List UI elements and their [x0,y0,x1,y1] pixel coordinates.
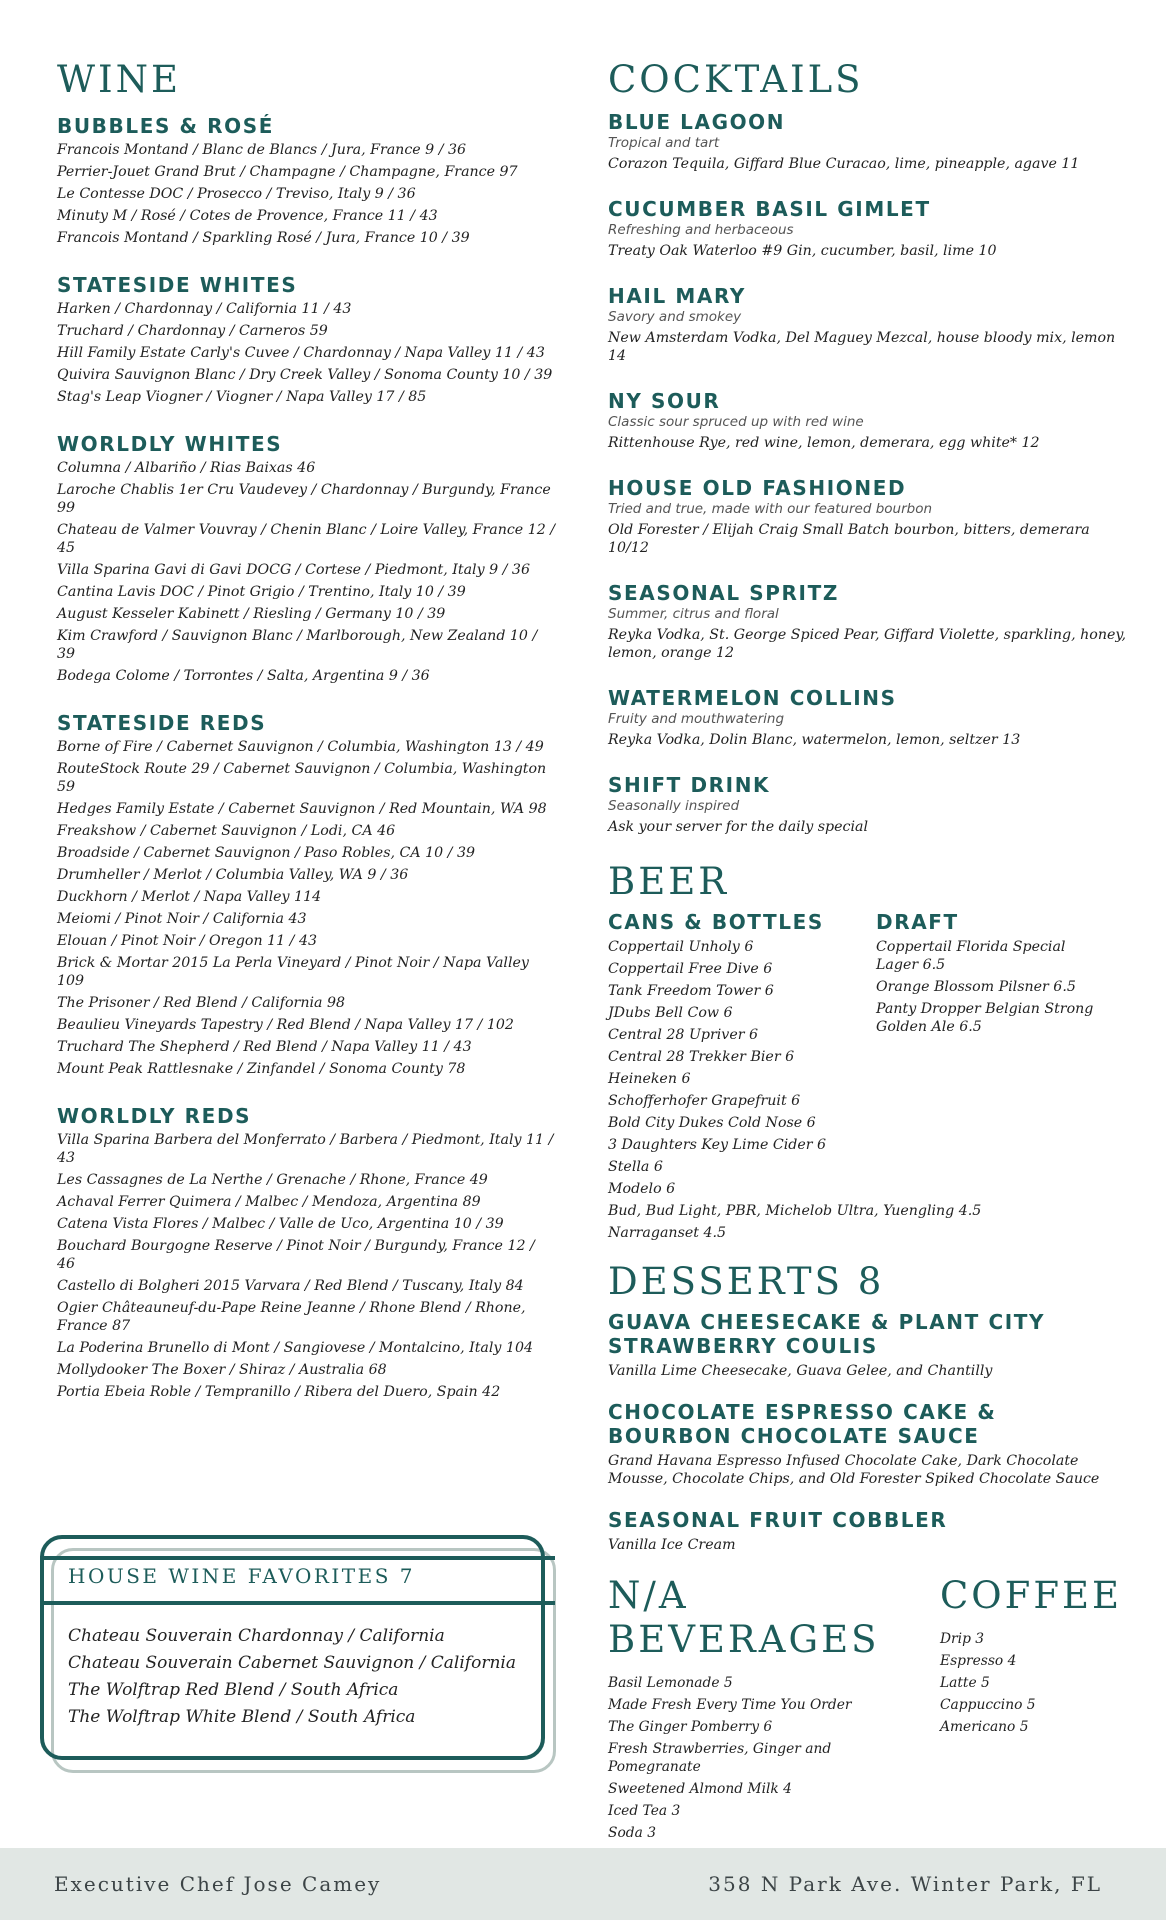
cocktail-description: Refreshing and herbaceous [608,222,794,238]
na-item: Iced Tea 3 [608,1803,681,1819]
cocktail-item [608,284,1128,365]
beer-can-item: Coppertail Free Dive 6 [608,961,773,977]
wine-section [57,432,557,685]
na-item: Made Fresh Every Time You Order [608,1697,852,1713]
cocktail-ingredients: Reyka Vodka, St. George Spiced Pear, Giffard Violette, sparkling, honey, lemon, orange 12 [608,627,1127,661]
dessert-list [608,1310,1128,1554]
coffee-item: Latte 5 [940,1675,990,1691]
dessert-item [608,1508,1128,1554]
wine-item: Harken / Chardonnay / California 11 / 43 [57,301,352,317]
cocktail-item [608,110,1128,173]
cocktail-name: WATERMELON COLLINS [608,686,897,710]
wine-item: Elouan / Pinot Noir / Oregon 11 / 43 [57,933,318,949]
wine-item: Villa Sparina Gavi di Gavi DOCG / Cortese / Piedmont, Italy 9 / 36 [57,562,530,578]
cocktails-title: COCKTAILS [608,58,864,101]
wine-column [57,58,557,1405]
chef-name: Executive Chef Jose Camey [54,1872,382,1896]
wine-item: Freakshow / Cabernet Sauvignon / Lodi, CA 46 [57,823,396,839]
wine-item: August Kesseler Kabinett / Riesling / Germany 10 / 39 [57,606,446,622]
dessert-name: SEASONAL FRUIT COBBLER [608,1508,948,1532]
wine-section-title: WORLDLY WHITES [57,432,283,456]
cocktail-item [608,389,1128,452]
wine-item: Truchard / Chardonnay / Carneros 59 [57,323,328,339]
wine-item: Hedges Family Estate / Cabernet Sauvignon / Red Mountain, WA 98 [57,801,547,817]
beer-can-item: Narraganset 4.5 [608,1225,727,1241]
wine-item: Mount Peak Rattlesnake / Zinfandel / Sonoma County 78 [57,1061,466,1077]
na-coffee [608,1574,1128,1846]
cocktail-name: BLUE LAGOON [608,110,786,134]
beer-can-item: Schofferhofer Grapefruit 6 [608,1093,801,1109]
coffee-item: Espresso 4 [940,1653,1017,1669]
beer-can-item: Modelo 6 [608,1181,676,1197]
wine-item: Chateau de Valmer Vouvray / Chenin Blanc / Loire Valley, France 12 / 45 [57,522,556,556]
wine-item: Le Contesse DOC / Prosecco / Treviso, Italy 9 / 36 [57,186,416,202]
wine-section [57,273,557,406]
wine-section-title: STATESIDE REDS [57,711,267,735]
wine-item: Portia Ebeia Roble / Tempranillo / Ribera del Duero, Spain 42 [57,1384,501,1400]
wine-item: Bodega Colome / Torrontes / Salta, Argentina 9 / 36 [57,668,430,684]
dessert-detail: Vanilla Lime Cheesecake, Guava Gelee, and Chantilly [608,1363,993,1379]
beer-can-item: JDubs Bell Cow 6 [608,1005,733,1021]
wine-item: Castello di Bolgheri 2015 Varvara / Red Blend / Tuscany, Italy 84 [57,1278,524,1294]
wine-item: Ogier Châteauneuf-du-Pape Reine Jeanne / Rhone Blend / Rhone, France 87 [57,1300,526,1334]
footer [0,1848,1166,1920]
dessert-detail: Vanilla Ice Cream [608,1537,736,1553]
cocktail-item [608,476,1128,557]
wine-item: Meiomi / Pinot Noir / California 43 [57,911,307,927]
cocktail-name: HOUSE OLD FASHIONED [608,476,907,500]
coffee-title: COFFEE [940,1574,1123,1617]
desserts-title: DESSERTS 8 [608,1260,885,1303]
wine-item: Francois Montand / Sparkling Rosé / Jura, France 10 / 39 [57,230,470,246]
cocktail-ingredients: Ask your server for the daily special [608,819,868,835]
cocktail-name: CUCUMBER BASIL GIMLET [608,197,931,221]
wine-item: Beaulieu Vineyards Tapestry / Red Blend / Napa Valley 17 / 102 [57,1017,514,1033]
cocktail-name: SHIFT DRINK [608,773,771,797]
draft-item: Panty Dropper Belgian Strong Golden Ale 6.5 [876,1001,1094,1035]
wine-section [57,711,557,1078]
coffee-item: Americano 5 [940,1719,1029,1735]
cocktail-ingredients: New Amsterdam Vodka, Del Maguey Mezcal, house bloody mix, lemon 14 [608,330,1116,364]
cocktail-item [608,773,1128,836]
beer-can-item: Stella 6 [608,1159,663,1175]
wine-item: Quivira Sauvignon Blanc / Dry Creek Valley / Sonoma County 10 / 39 [57,367,553,383]
wine-item: Perrier-Jouet Grand Brut / Champagne / Champagne, France 97 [57,164,518,180]
na-section [608,1574,940,1846]
wine-item: Bouchard Bourgogne Reserve / Pinot Noir / Burgundy, France 12 / 46 [57,1238,535,1272]
dessert-item [608,1310,1128,1380]
wine-section [57,1104,557,1401]
coffee-item: Drip 3 [940,1631,985,1647]
coffee-list [940,1630,1120,1736]
na-item: The Ginger Pomberry 6 [608,1719,773,1735]
wine-item: Catena Vista Flores / Malbec / Valle de Uco, Argentina 10 / 39 [57,1216,504,1232]
beer-can-item: 3 Daughters Key Lime Cider 6 [608,1137,827,1153]
beer-can-item: Central 28 Upriver 6 [608,1027,759,1043]
na-item: Fresh Strawberries, Ginger and Pomegranate [608,1741,832,1775]
dessert-item [608,1400,1128,1488]
cocktail-ingredients: Old Forester / Elijah Craig Small Batch bourbon, bitters, demerara 10/12 [608,522,1090,556]
coffee-section [940,1574,1123,1846]
cocktail-ingredients: Reyka Vodka, Dolin Blanc, watermelon, lemon, seltzer 13 [608,732,1021,748]
wine-item: Borne of Fire / Cabernet Sauvignon / Columbia, Washington 13 / 49 [57,739,544,755]
house-wine-item: The Wolftrap White Blend / South Africa [68,1707,416,1727]
wine-item: Stag's Leap Viogner / Viogner / Napa Valley 17 / 85 [57,389,427,405]
wine-item: Les Cassagnes de La Nerthe / Grenache / Rhone, France 49 [57,1172,488,1188]
beer-can-item: Tank Freedom Tower 6 [608,983,774,999]
beer-can-item: Heineken 6 [608,1071,691,1087]
dessert-name: CHOCOLATE ESPRESSO CAKE & BOURBON CHOCOLATE SAUCE [608,1400,997,1448]
wine-item: Kim Crawford / Sauvignon Blanc / Marlborough, New Zealand 10 / 39 [57,628,538,662]
wine-item: Truchard The Shepherd / Red Blend / Napa Valley 11 / 43 [57,1039,472,1055]
wine-section [57,114,557,247]
beer-title: BEER [608,860,730,903]
cocktail-description: Seasonally inspired [608,798,740,814]
coffee-item: Cappuccino 5 [940,1697,1036,1713]
cocktail-ingredients: Rittenhouse Rye, red wine, lemon, demerara, egg white* 12 [608,435,1040,451]
wine-section-title: WORLDLY REDS [57,1104,252,1128]
right-column [608,58,1128,1846]
cocktail-name: NY SOUR [608,389,721,413]
cocktail-item [608,686,1128,749]
na-list [608,1674,898,1842]
wine-item: Minuty M / Rosé / Cotes de Provence, France 11 / 43 [57,208,438,224]
wine-title: WINE [57,58,182,101]
wine-section-title: STATESIDE WHITES [57,273,298,297]
wine-item: The Prisoner / Red Blend / California 98 [57,995,346,1011]
cocktail-description: Classic sour spruced up with red wine [608,414,864,430]
cocktail-ingredients: Corazon Tequila, Giffard Blue Curacao, lime, pineapple, agave 11 [608,156,1080,172]
wine-item: Duckhorn / Merlot / Napa Valley 114 [57,889,322,905]
draft-title: DRAFT [876,910,959,934]
draft-item: Orange Blossom Pilsner 6.5 [876,979,1076,995]
wine-item: Broadside / Cabernet Sauvignon / Paso Robles, CA 10 / 39 [57,845,476,861]
na-item: Soda 3 [608,1825,656,1841]
house-wine-item: Chateau Souverain Cabernet Sauvignon / California [68,1653,516,1673]
wine-item: RouteStock Route 29 / Cabernet Sauvignon / Columbia, Washington 59 [57,761,547,795]
wine-item: Columna / Albariño / Rias Baixas 46 [57,460,316,476]
draft-item: Coppertail Florida Special Lager 6.5 [876,939,1066,973]
beer-can-item: Central 28 Trekker Bier 6 [608,1049,795,1065]
cocktail-name: HAIL MARY [608,284,746,308]
cocktail-name: SEASONAL SPRITZ [608,581,839,605]
beer-can-item: Bold City Dukes Cold Nose 6 [608,1115,816,1131]
wine-item: Brick & Mortar 2015 La Perla Vineyard / Pinot Noir / Napa Valley 109 [57,955,529,989]
address: 358 N Park Ave. Winter Park, FL [708,1872,1102,1896]
wine-item: Laroche Chablis 1er Cru Vaudevey / Chardonnay / Burgundy, France 99 [57,482,551,516]
cocktail-item [608,581,1128,662]
wine-item: Achaval Ferrer Quimera / Malbec / Mendoza, Argentina 89 [57,1194,481,1210]
cocktail-ingredients: Treaty Oak Waterloo #9 Gin, cucumber, basil, lime 10 [608,243,997,259]
wine-section-title: BUBBLES & ROSÉ [57,114,275,138]
cocktail-list [608,110,1128,836]
cocktail-item [608,197,1128,260]
wine-item: Drumheller / Merlot / Columbia Valley, WA 9 / 36 [57,867,409,883]
house-wine-item: Chateau Souverain Chardonnay / California [68,1626,445,1646]
dessert-name: GUAVA CHEESECAKE & PLANT CITY STRAWBERRY COULIS [608,1310,1046,1358]
wine-item: Mollydooker The Boxer / Shiraz / Australia 68 [57,1362,387,1378]
wine-item: Francois Montand / Blanc de Blancs / Jura, France 9 / 36 [57,142,467,158]
wine-sections [57,114,557,1401]
draft-section [876,910,1106,1242]
na-item: Sweetened Almond Milk 4 [608,1781,792,1797]
cans-title: CANS & BOTTLES [608,910,824,934]
dessert-detail: Grand Havana Espresso Infused Chocolate Cake, Dark Chocolate Mousse, Chocolate Chips, and Old Forester Spiked Chocolate Sauce [608,1453,1100,1487]
wine-item: Hill Family Estate Carly's Cuvee / Chardonnay / Napa Valley 11 / 43 [57,345,545,361]
wine-item: Cantina Lavis DOC / Pinot Grigio / Trentino, Italy 10 / 39 [57,584,466,600]
cocktail-description: Savory and smokey [608,309,742,325]
cocktail-description: Fruity and mouthwatering [608,711,785,727]
wine-item: La Poderina Brunello di Mont / Sangiovese / Montalcino, Italy 104 [57,1340,534,1356]
house-wine-title: HOUSE WINE FAVORITES 7 [68,1564,416,1588]
cocktail-description: Summer, citrus and floral [608,606,779,622]
na-item: Basil Lemonade 5 [608,1675,733,1691]
beer-lists [608,910,1128,1242]
draft-list [876,938,1106,1036]
na-title: N/A BEVERAGES [608,1574,880,1661]
wine-item: Villa Sparina Barbera del Monferrato / Barbera / Piedmont, Italy 11 / 43 [57,1132,554,1166]
cocktail-description: Tropical and tart [608,135,720,151]
beer-can-item: Bud, Bud Light, PBR, Michelob Ultra, Yuengling 4.5 [608,1203,982,1219]
house-wine-list [68,1623,516,1731]
cocktail-description: Tried and true, made with our featured bourbon [608,501,933,517]
beer-can-item: Coppertail Unholy 6 [608,939,754,955]
house-wine-item: The Wolftrap Red Blend / South Africa [68,1680,399,1700]
